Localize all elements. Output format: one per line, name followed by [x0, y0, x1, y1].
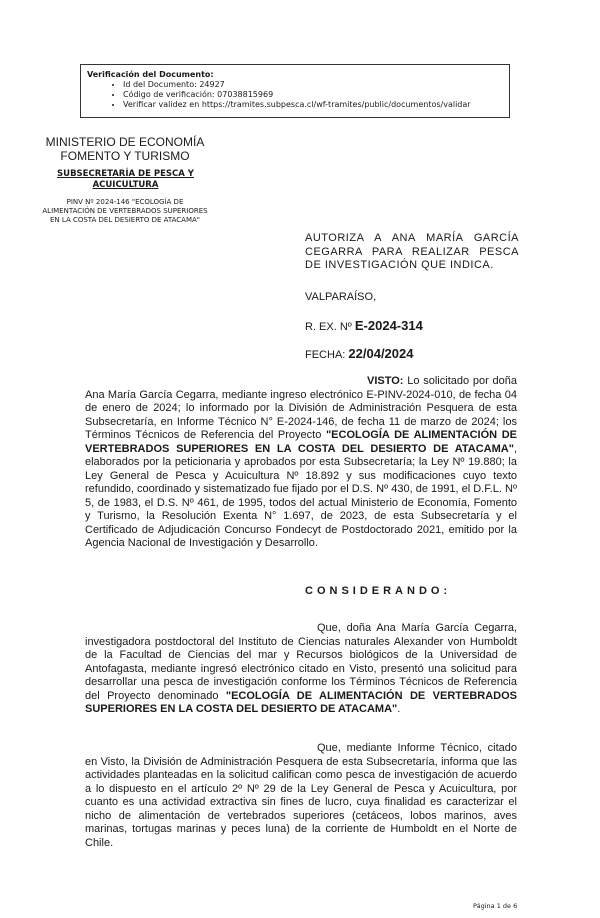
visto-paragraph	[85, 375, 517, 551]
visto-text-2: , elaborados por la peticionaria y aprobados por esta Subsecretaría; la Ley Nº 19.880; la Ley General de Pesca y Acuicultura Nº 18.892 y sus modificaciones cuyo texto refundido, coordinado y sistematizado fue fijado por el D.S. Nº 430, de 1991, el D.F.L. Nº 5, de 1983, el D.S. Nº 461, de 1995, todos del actual Ministerio de Economía, Fomento y Turismo, la Resolución Exenta N° 1.697, de 2023, de esta Subsecretaría y el Certificado de Adjudicación Concurso Fondecyt de Postdoctorado 2021, emitido por la Agencia Nacional de Investigación y Desarrollo.	[85, 442, 517, 549]
subsecretaria-name	[38, 169, 213, 191]
considerando-p1-text-2: .	[397, 703, 401, 715]
considerando-paragraph-1	[85, 622, 517, 717]
visto-label: VISTO:	[367, 375, 404, 387]
pinv-reference	[20, 198, 230, 225]
rex-number: E-2024-314	[354, 318, 423, 333]
verification-list	[87, 80, 503, 110]
ministry-line-2: FOMENTO Y TURISMO	[60, 149, 190, 163]
subsecretaria-line-1: SUBSECRETARÍA DE PESCA Y	[57, 169, 194, 179]
subsecretaria-line-2: ACUICULTURA	[92, 180, 159, 190]
resolution-date	[305, 346, 413, 361]
considerando-p2-text: Que, mediante Informe Técnico, citado en Visto, la División de Administración Pesquera de esta Subsecretaría, informa que las actividades planteadas en la solicitud califican como pesca de investigación de acuerdo a lo dispuesto en el artículo 2º Nº 29 de la Ley General de Pesca y Acuicultura, por cuanto es una actividad extractiva sin fines de lucro, cuya finalidad es caracterizar el nicho de alimentación de vertebrados superiores (cetáceos, lobos marinos, aves marinas, tortugas marinas y peces luna) de la corriente de Humboldt en el Norte de Chile.	[85, 742, 517, 849]
resolution-number	[305, 318, 423, 333]
visto-project-title: "ECOLOGÍA DE ALIMENTACIÓN DE VERTEBRADOS SUPERIORES EN LA COSTA DEL DESIERTO DE ATACAMA"	[85, 429, 517, 455]
considerando-p1-text-1: Que, doña Ana María García Cegarra, investigadora postdoctoral del Instituto de Ciencias naturales Alexander von Humboldt de la Facultad de Ciencias del mar y Recursos biológicos de la Universidad de Antofagasta, mediante ingresó electrónico citado en Visto, presentó una solicitud para desarrollar una pesca de investigación conforme los Términos Técnicos de Referencia del Proyecto denominado	[85, 622, 517, 702]
verification-title: Verificación del Documento:	[87, 70, 214, 79]
verification-url[interactable]: • Verificar validez en https://tramites.subpesca.cl/wf-tramites/public/documentos/validar	[123, 100, 503, 110]
resolution-summary: AUTORIZA A ANA MARÍA GARCÍA CEGARRA PARA REALIZAR PESCA DE INVESTIGACIÓN QUE INDICA.	[305, 232, 519, 272]
page-number: Página 1 de 6	[473, 902, 518, 910]
fecha-label: FECHA:	[305, 349, 346, 361]
visto-text-1: Lo solicitado por doña Ana María García Cegarra, mediante ingreso electrónico E-PINV-2024-010, de fecha 04 de enero de 2024; lo informado por la División de Administración Pesquera de esta Subsecretaría, en Informe Técnico N° E-2024-146, de fecha 11 de marzo de 2024; los Términos Técnicos de Referencia del Proyecto	[85, 375, 517, 441]
considerando-paragraph-2	[85, 742, 517, 850]
pinv-line-1: PINV Nº 2024-146 "ECOLOGÍA DE	[66, 198, 184, 206]
considerando-heading: CONSIDERANDO:	[305, 585, 452, 597]
fecha-value: 22/04/2024	[348, 346, 414, 361]
pinv-line-2: ALIMENTACIÓN DE VERTEBRADOS SUPERIORES	[42, 207, 208, 215]
verification-id: • Id del Documento: 24927	[123, 80, 503, 90]
pinv-line-3: EN LA COSTA DEL DESIERTO DE ATACAMA"	[50, 216, 200, 224]
verification-code: • Código de verificación: 07038815969	[123, 90, 503, 100]
rex-label: R. EX. Nº	[305, 321, 352, 333]
verification-box	[80, 64, 510, 118]
ministry-line-1: MINISTERIO DE ECONOMÍA	[45, 135, 205, 149]
considerando-p1-project: "ECOLOGÍA DE ALIMENTACIÓN DE VERTEBRADOS SUPERIORES EN LA COSTA DEL DESIERTO DE ATACAMA"	[85, 689, 517, 715]
resolution-place: VALPARAÍSO,	[305, 291, 377, 303]
ministry-name	[20, 135, 230, 163]
